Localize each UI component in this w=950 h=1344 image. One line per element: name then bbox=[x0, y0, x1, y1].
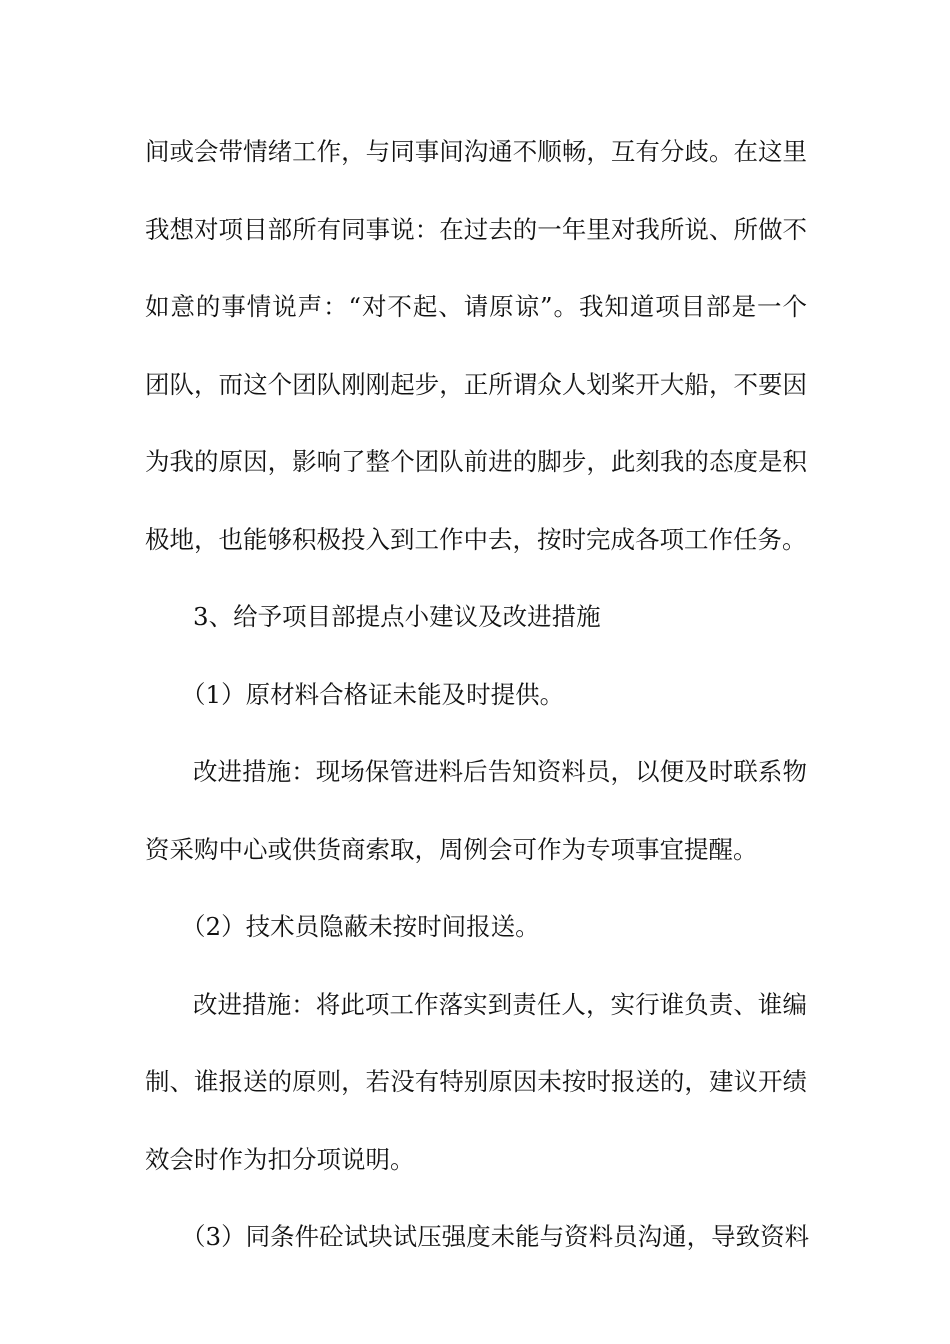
issue-item: （2）技术员隐蔽未按时间报送。 bbox=[181, 912, 540, 941]
measure-line: 效会时作为扣分项说明。 bbox=[145, 1144, 415, 1174]
paragraph-line: 极地，也能够积极投入到工作中去，按时完成各项工作任务。 bbox=[145, 524, 807, 554]
paragraph-line: 我想对项目部所有同事说：在过去的一年里对我所说、所做不 bbox=[145, 214, 807, 244]
measure-line: 改进措施：将此项工作落实到责任人，实行谁负责、谁编 bbox=[193, 989, 807, 1019]
section-heading: 3、给予项目部提点小建议及改进措施 bbox=[193, 602, 601, 631]
paragraph-line: 间或会带情绪工作，与同事间沟通不顺畅，互有分歧。在这里 bbox=[145, 137, 807, 166]
paragraph-line: 为我的原因，影响了整个团队前进的脚步，此刻我的态度是积 bbox=[145, 447, 807, 476]
issue-item: （1）原材料合格证未能及时提供。 bbox=[181, 679, 565, 709]
body-text bbox=[145, 130, 810, 1293]
paragraph-line: 团队，而这个团队刚刚起步，正所谓众人划桨开大船，不要因 bbox=[145, 369, 807, 399]
paragraph-line: 如意的事情说声：“对不起、请原谅”。我知道项目部是一个 bbox=[145, 292, 807, 321]
measure-line: 制、谁报送的原则，若没有特别原因未按时报送的，建议开绩 bbox=[145, 1067, 807, 1096]
issue-item: （3）同条件砼试块试压强度未能与资料员沟通，导致资料 bbox=[181, 1222, 810, 1251]
measure-line: 资采购中心或供货商索取，周例会可作为专项事宜提醒。 bbox=[145, 834, 758, 864]
measure-line: 改进措施：现场保管进料后告知资料员，以便及时联系物 bbox=[193, 757, 807, 786]
